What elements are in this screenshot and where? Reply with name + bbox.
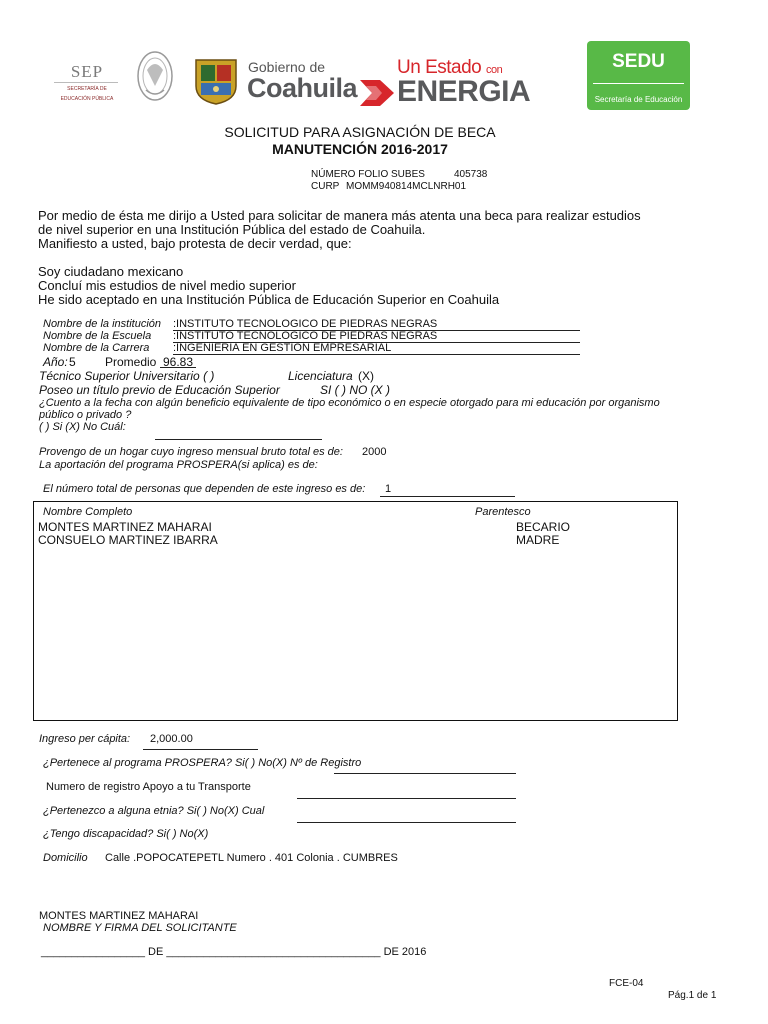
table-row-name: MONTES MARTINEZ MAHARAI [38,520,212,534]
average-value: 96.83 [163,355,194,369]
page-number: Pág.1 de 1 [668,990,717,1001]
coahuila-shield-icon [192,56,240,106]
address-value: Calle .POPOCATEPETL Numero . 401 Colonia . CUMBRES [105,852,398,864]
per-capita-label: Ingreso per cápita: [39,733,131,745]
benefit-question-line1: ¿Cuento a la fecha con algún beneficio equivalente de tipo económico o en especie otorgado para mi educación por organismo [39,397,660,409]
disability-question: ¿Tengo discapacidad? Si( ) No(X) [43,828,209,840]
statement-accepted: He sido aceptado en una Institución Pública de Educación Superior en Coahuila [38,292,500,307]
sep-line1: SECRETARÍA DE [67,86,107,92]
sedu-title: SEDU [612,51,665,72]
tsu-option: Técnico Superior Universitario ( ) [39,369,215,383]
average-underline [160,367,196,368]
prospera-contribution-label: La aportación del programa PROSPERA(si aplica) es de: [39,459,318,471]
table-row-relation: MADRE [516,533,560,547]
date-line: _________________ DE ___________________________________ DE 2016 [41,946,427,958]
career-label: Nombre de la Carrera [43,342,150,354]
address-label: Domicilio [43,852,88,864]
home-income-label: Provengo de un hogar cuyo ingreso mensual bruto total es de: [39,446,343,458]
average-label: Promedio [105,355,157,369]
coahuila-wordmark: Coahuila [247,73,358,103]
slogan-un-estado: Un Estado [397,57,482,78]
benefit-question-line2: público o privado ? [39,409,132,421]
intro-p1: Por medio de ésta me dirijo a Usted para solicitar de manera más atenta una beca para realizar estudios [38,208,641,223]
sedu-divider [593,83,684,84]
per-capita-underline [143,749,258,750]
dependents-label: El número total de personas que dependen de este ingreso es de: [43,483,366,495]
curp-value: MOMM940814MCLNRH01 [346,181,467,192]
folio-value: 405738 [454,169,488,180]
school-label: Nombre de la Escuela [43,330,152,342]
per-capita-value: 2,000.00 [150,733,193,745]
prospera-question: ¿Pertenece al programa PROSPERA? Si( ) No(X) Nº de Registro [43,757,362,769]
institution-value: :INSTITUTO TECNOLOGICO DE PIEDRAS NEGRAS [173,318,438,330]
licenciatura-label: Licenciatura [288,369,353,383]
slogan-con: con [486,64,503,76]
ethnic-underline [297,822,516,823]
dependents-value: 1 [385,483,392,495]
slogan-energia: ENERGIA [397,75,531,108]
previous-title-options: SI ( ) NO (X ) [320,383,390,397]
table-row-name: CONSUELO MARTINEZ IBARRA [38,533,218,547]
transport-registry-underline [297,798,516,799]
table-row-relation: BECARIO [516,520,571,534]
previous-title-question: Poseo un título previo de Educación Superior [39,383,280,397]
year-value: 5 [69,355,76,369]
statement-highschool: Concluí mis estudios de nivel medio superior [38,278,296,293]
prospera-registry-underline [334,773,516,774]
licenciatura-value: (X) [358,369,374,383]
red-arrow-icon [358,76,396,110]
benefit-options: ( ) Si (X) No Cuál: [39,421,126,433]
intro-p2: de nivel superior en una Institución Pública del estado de Coahuila. [38,222,426,237]
form-code: FCE-04 [609,978,644,989]
form-subtitle: MANUTENCIÓN 2016-2017 [272,141,448,157]
sep-line2: EDUCACIÓN PÚBLICA [60,96,114,102]
gobierno-de-text: Gobierno de [248,59,326,75]
career-value: :INGENIERIA EN GESTION EMPRESARIAL [173,342,392,354]
transport-registry-label: Numero de registro Apoyo a tu Transporte [46,781,251,793]
table-header-relation: Parentesco [475,506,531,518]
applicant-name: MONTES MARTINEZ MAHARAI [39,910,199,922]
signature-label: NOMBRE Y FIRMA DEL SOLICITANTE [43,922,237,934]
curp-label: CURP [311,181,340,192]
ethnic-question: ¿Pertenezco a alguna etnia? Si( ) No(X) Cual [43,805,265,817]
home-income-value: 2000 [362,446,387,458]
career-underline [173,354,580,355]
institution-label: Nombre de la institución [43,318,162,330]
sedu-subtitle: Secretaría de Educación [594,95,683,104]
year-label: Año: [43,355,68,369]
sep-acronym: SEP [70,62,104,81]
table-header-name: Nombre Completo [43,506,133,518]
mexico-eagle-seal-icon [134,48,176,106]
statement-citizen: Soy ciudadano mexicano [38,264,184,279]
intro-p3: Manifiesto a usted, bajo protesta de decir verdad, que: [38,236,352,251]
dependents-underline [380,496,515,497]
benefit-which-underline [155,439,322,440]
sep-divider [54,82,118,83]
folio-label: NÚMERO FOLIO SUBES [311,169,425,180]
form-title: SOLICITUD PARA ASIGNACIÓN DE BECA [224,124,496,140]
school-value: :INSTITUTO TECNOLOGICO DE PIEDRAS NEGRAS [173,330,438,342]
